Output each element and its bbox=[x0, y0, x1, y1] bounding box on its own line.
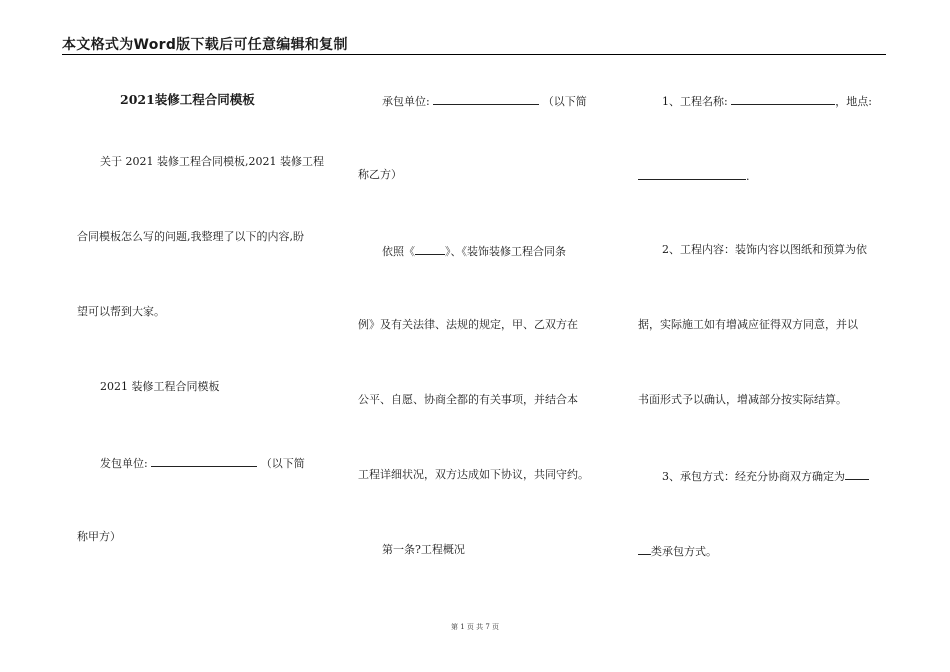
location-label: ，地点: bbox=[835, 95, 872, 108]
location-line bbox=[638, 168, 750, 184]
agreement-line-2: 公平、自愿、协商全都的有关事项，并结合本 bbox=[358, 393, 578, 406]
party-b-suffix: （以下简 bbox=[542, 95, 587, 108]
location-blank bbox=[638, 168, 746, 180]
content-line-1: 2、工程内容：装饰内容以图纸和预算为依 bbox=[662, 243, 867, 256]
party-b-label: 承包单位: bbox=[382, 95, 430, 108]
page-number: 第 1 页 共 7 页 bbox=[450, 623, 500, 631]
contract-method-blank-2 bbox=[638, 543, 651, 555]
project-name-blank bbox=[731, 93, 835, 105]
according-line bbox=[382, 243, 566, 259]
document-title: 2021装修工程合同模板 bbox=[120, 92, 255, 107]
content-line-2: 据，实际施工如有增减应征得双方同意，并以 bbox=[638, 318, 858, 331]
subtitle: 2021 装修工程合同模板 bbox=[100, 380, 220, 393]
page-header bbox=[62, 34, 886, 55]
party-a-blank bbox=[151, 455, 257, 467]
contract-method-cont-line bbox=[638, 543, 717, 559]
contract-method-line bbox=[662, 468, 869, 484]
party-a-label: 发包单位: bbox=[100, 457, 148, 470]
agreement-line-3: 工程详细状况，双方达成如下协议，共同守约。 bbox=[358, 468, 589, 481]
intro-line-3: 望可以帮到大家。 bbox=[77, 305, 165, 318]
intro-line-2: 合同模板怎么写的问题,我整理了以下的内容,盼 bbox=[77, 230, 304, 243]
agreement-line-1: 例》及有关法律、法规的规定，甲、乙双方在 bbox=[358, 318, 578, 331]
according-suffix: 》、《装饰装修工程合同条 bbox=[445, 245, 566, 258]
content-line-3: 书面形式予以确认，增减部分按实际结算。 bbox=[638, 393, 847, 406]
contract-method-label: 3、承包方式：经充分协商双方确定为 bbox=[662, 470, 845, 483]
project-name-line bbox=[662, 93, 872, 109]
party-a-cont: 称甲方） bbox=[77, 530, 121, 543]
party-b-cont: 称乙方） bbox=[358, 168, 402, 181]
contract-method-cont: 类承包方式。 bbox=[651, 545, 717, 558]
header-title: 本文格式为Word版下载后可任意编辑和复制 bbox=[62, 37, 348, 53]
party-b-blank bbox=[433, 93, 539, 105]
location-end: . bbox=[746, 170, 750, 183]
party-a-line bbox=[100, 455, 305, 471]
regulation-blank bbox=[415, 243, 445, 255]
party-a-suffix: （以下简 bbox=[260, 457, 305, 470]
intro-line-1: 关于 2021 装修工程合同模板,2021 装修工程 bbox=[100, 155, 324, 168]
contract-method-blank bbox=[845, 468, 869, 480]
party-b-line bbox=[382, 93, 587, 109]
according-prefix: 依照《 bbox=[382, 245, 415, 258]
project-name-label: 1、工程名称: bbox=[662, 95, 728, 108]
article-1-heading: 第一条?工程概况 bbox=[382, 543, 465, 556]
